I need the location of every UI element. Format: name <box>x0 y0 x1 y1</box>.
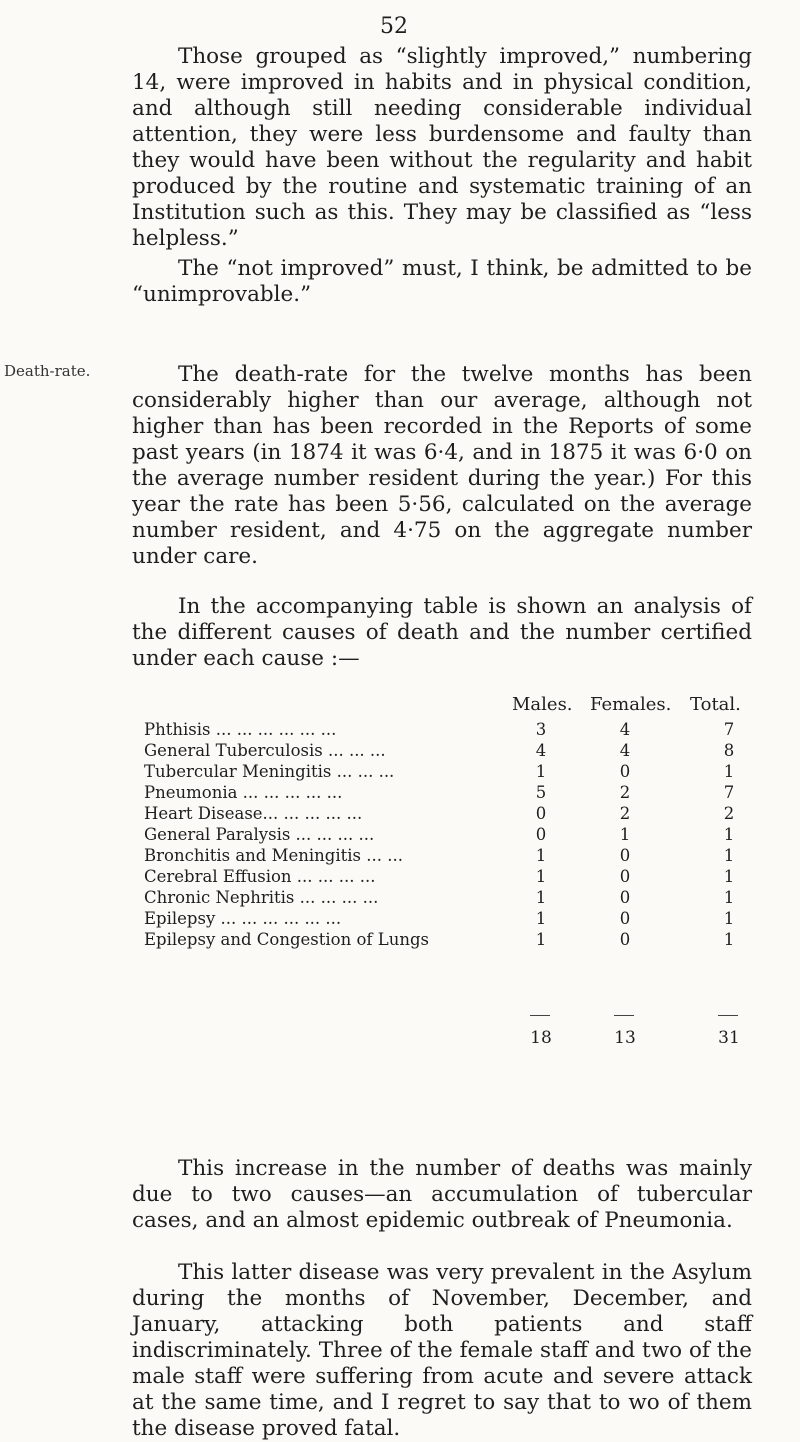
table-row <box>144 762 754 783</box>
males-count: 0 <box>535 825 547 844</box>
total-count: 1 <box>723 888 735 907</box>
paragraph-death-rate: The death-rate for the twelve months has been considerably higher than our average, although not higher than has been recorded in the Reports of some past years (in 1874 it was 6·4, and in 1875 it was 6·0 on the average number resident during the year.) For this year the rate has been 5·56, calculated on the average number resident, and 4·75 on the aggregate number under care. <box>132 362 752 569</box>
causes-of-death-table <box>144 720 754 951</box>
cause-label: Heart Disease... ... ... ... ... <box>144 804 363 823</box>
paragraph-pneumonia-outbreak: This latter disease was very prevalent in the Asylum during the months of November, December, and January, attacking both patients and staff indiscriminately. Three of the female staff and two of the male staff were suffering from acute and severe attack at the same time, and I regret to say that to wo of them the disease proved fatal. <box>132 1260 752 1441</box>
column-header-females: Females. <box>590 694 672 715</box>
females-count: 1 <box>619 825 631 844</box>
females-count: 4 <box>619 741 631 760</box>
cause-label: General Tuberculosis ... ... ... <box>144 741 386 760</box>
females-count: 0 <box>619 846 631 865</box>
cause-label: Pneumonia ... ... ... ... ... <box>144 783 343 802</box>
total-count: 2 <box>723 804 735 823</box>
total-count: 1 <box>723 867 735 886</box>
total-count: 1 <box>723 930 735 949</box>
total-females: 13 <box>614 1028 636 1048</box>
cause-label: Epilepsy ... ... ... ... ... ... <box>144 909 342 928</box>
males-count: 4 <box>535 741 547 760</box>
sum-rule-females <box>614 1015 634 1016</box>
total-count: 7 <box>723 783 735 802</box>
column-header-total: Total. <box>690 694 741 715</box>
total-count: 8 <box>723 741 735 760</box>
females-count: 0 <box>619 930 631 949</box>
table-row <box>144 783 754 804</box>
females-count: 0 <box>619 867 631 886</box>
sum-rule-total <box>718 1015 738 1016</box>
table-row <box>144 888 754 909</box>
margin-note-death-rate: Death-rate. <box>4 362 91 380</box>
males-count: 1 <box>535 846 547 865</box>
females-count: 0 <box>619 909 631 928</box>
total-count: 7 <box>723 720 735 739</box>
females-count: 4 <box>619 720 631 739</box>
table-row <box>144 846 754 867</box>
total-males: 18 <box>530 1028 552 1048</box>
females-count: 0 <box>619 762 631 781</box>
total-all: 31 <box>718 1028 740 1048</box>
males-count: 1 <box>535 888 547 907</box>
total-count: 1 <box>723 846 735 865</box>
cause-label: General Paralysis ... ... ... ... <box>144 825 375 844</box>
table-row <box>144 804 754 825</box>
paragraph-not-improved: The “not improved” must, I think, be admitted to be “unimprovable.” <box>132 256 752 307</box>
cause-label: Tubercular Meningitis ... ... ... <box>144 762 395 781</box>
table-row <box>144 741 754 762</box>
females-count: 0 <box>619 888 631 907</box>
males-count: 1 <box>535 867 547 886</box>
paragraph-increase-causes: This increase in the number of deaths was mainly due to two causes—an accumulation of tubercular cases, and an almost epidemic outbreak of Pneumonia. <box>132 1156 752 1233</box>
table-row <box>144 867 754 888</box>
sum-rule-males <box>530 1015 550 1016</box>
table-row <box>144 930 754 951</box>
cause-label: Chronic Nephritis ... ... ... ... <box>144 888 379 907</box>
cause-label: Cerebral Effusion ... ... ... ... <box>144 867 376 886</box>
table-row <box>144 720 754 741</box>
cause-label: Phthisis ... ... ... ... ... ... <box>144 720 337 739</box>
total-count: 1 <box>723 825 735 844</box>
males-count: 3 <box>535 720 547 739</box>
females-count: 2 <box>619 804 631 823</box>
females-count: 2 <box>619 783 631 802</box>
table-row <box>144 825 754 846</box>
males-count: 5 <box>535 783 547 802</box>
paragraph-table-intro: In the accompanying table is shown an analysis of the different causes of death and the number certified under each cause :— <box>132 594 752 671</box>
total-count: 1 <box>723 909 735 928</box>
males-count: 1 <box>535 930 547 949</box>
paragraph-slightly-improved: Those grouped as “slightly improved,” numbering 14, were improved in habits and in physical condition, and although still needing considerable individual attention, they were less burdensome and faulty than they would have been without the regularity and habit produced by the routine and systematic training of an Institution such as this. They may be classified as “less helpless.” <box>132 44 752 251</box>
males-count: 0 <box>535 804 547 823</box>
males-count: 1 <box>535 909 547 928</box>
page-number: 52 <box>380 14 408 39</box>
males-count: 1 <box>535 762 547 781</box>
column-header-males: Males. <box>512 694 573 715</box>
total-count: 1 <box>723 762 735 781</box>
cause-label: Epilepsy and Congestion of Lungs <box>144 930 430 949</box>
cause-label: Bronchitis and Meningitis ... ... <box>144 846 403 865</box>
table-row <box>144 909 754 930</box>
